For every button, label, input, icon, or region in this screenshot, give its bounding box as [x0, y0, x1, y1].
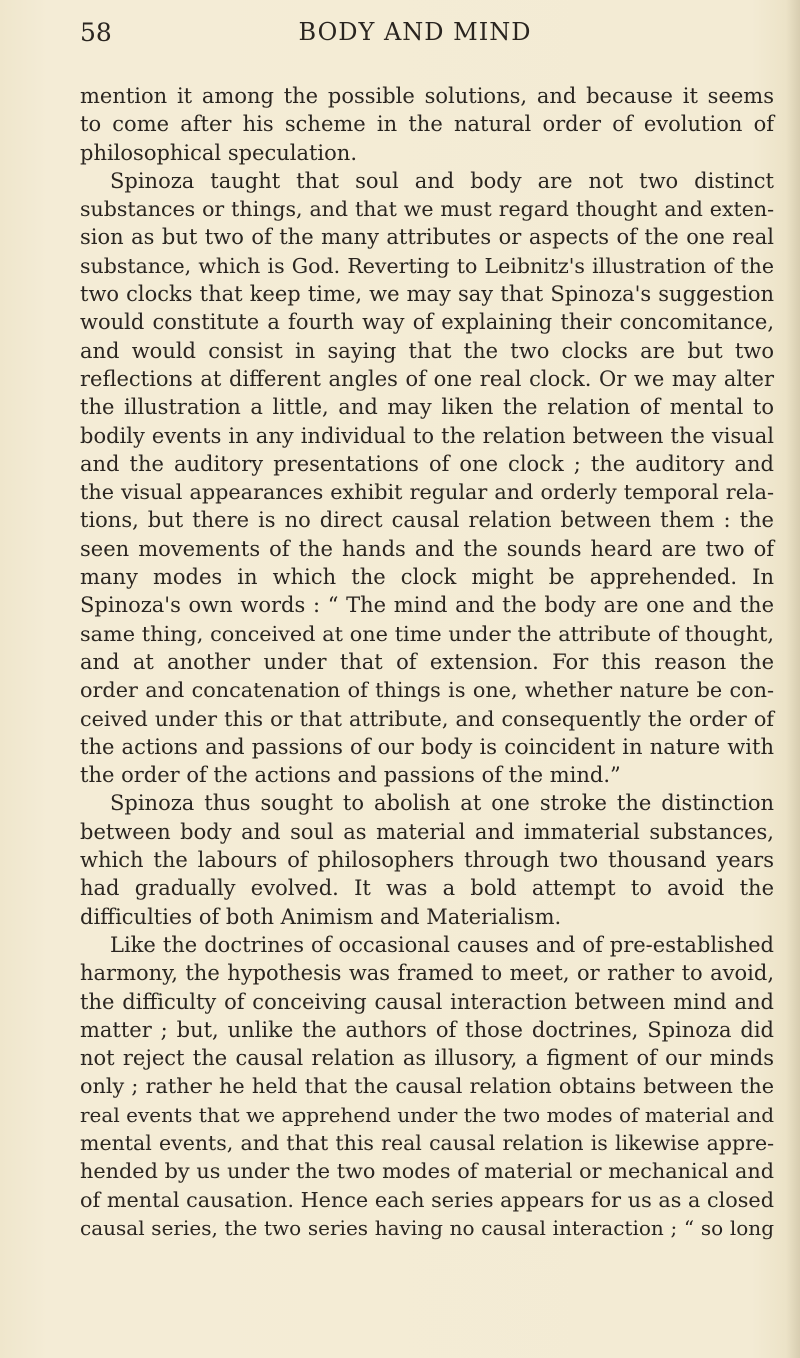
text-line: difficulties of both Animism and Materialism. — [80, 904, 562, 929]
text-line: sion as but two of the many attributes or aspects of the one real — [80, 225, 774, 250]
text-line: tions, but there is no direct causal relation between them : the — [80, 508, 774, 533]
text-line: Spinoza taught that soul and body are not two distinct — [110, 168, 774, 193]
page-edge-shadow — [786, 0, 800, 1358]
text-line: and at another under that of extension. For this reason the — [80, 649, 774, 674]
text-line: hended by us under the two modes of material or mechanical and — [80, 1159, 774, 1184]
text-line: two clocks that keep time, we may say that Spinoza's suggestion — [80, 282, 774, 307]
text-line: Like the doctrines of occasional causes and of pre-established — [110, 932, 774, 957]
text-line: Spinoza's own words : “ The mind and the body are one and the — [80, 593, 774, 618]
text-line: only ; rather he held that the causal relation obtains between the — [80, 1074, 774, 1099]
page-header — [80, 14, 780, 54]
text-line: matter ; but, unlike the authors of those doctrines, Spinoza did — [80, 1017, 774, 1042]
text-line: harmony, the hypothesis was framed to meet, or rather to avoid, — [80, 961, 774, 986]
text-line: reflections at different angles of one real clock. Or we may alter — [80, 366, 774, 391]
text-line: and the auditory presentations of one clock ; the auditory and — [80, 451, 774, 476]
text-line: and would consist in saying that the two clocks are but two — [80, 338, 774, 363]
text-line: bodily events in any individual to the relation between the visual — [80, 423, 774, 448]
text-line: mental events, and that this real causal relation is likewise appre- — [80, 1130, 774, 1155]
text-line: the visual appearances exhibit regular and orderly temporal rela- — [80, 480, 774, 505]
body-text — [80, 82, 774, 1242]
text-line: Spinoza thus sought to abolish at one stroke the distinction — [110, 791, 774, 816]
text-line: substances or things, and that we must regard thought and exten- — [80, 197, 774, 222]
text-line: seen movements of the hands and the sounds heard are two of — [80, 536, 774, 561]
text-line: the difficulty of conceiving causal interaction between mind and — [80, 989, 774, 1014]
text-line: many modes in which the clock might be apprehended. In — [80, 565, 774, 590]
text-line: real events that we apprehend under the two modes of material and — [80, 1102, 774, 1127]
text-line: causal series, the two series having no causal interaction ; “ so long — [80, 1215, 774, 1240]
text-line: which the labours of philosophers through two thousand years — [80, 848, 774, 873]
text-line: of mental causation. Hence each series appears for us as a closed — [80, 1187, 774, 1212]
text-line: the actions and passions of our body is coincident in nature with — [80, 734, 774, 759]
text-line: not reject the causal relation as illusory, a figment of our minds — [80, 1046, 774, 1071]
text-line: between body and soul as material and immaterial substances, — [80, 819, 774, 844]
text-line: order and concatenation of things is one, whether nature be con- — [80, 678, 774, 703]
text-line: to come after his scheme in the natural order of evolution of — [80, 112, 774, 137]
running-title: BODY AND MIND — [298, 18, 532, 46]
text-line: had gradually evolved. It was a bold attempt to avoid the — [80, 876, 774, 901]
text-line: the order of the actions and passions of the mind.” — [80, 763, 621, 788]
text-line: mention it among the possible solutions, and because it seems — [80, 84, 774, 108]
text-line: the illustration a little, and may liken the relation of mental to — [80, 395, 774, 420]
text-line: philosophical speculation. — [80, 140, 357, 165]
text-line: same thing, conceived at one time under the attribute of thought, — [80, 621, 774, 646]
text-line: substance, which is God. Reverting to Leibnitz's illustration of the — [80, 253, 774, 278]
text-line: would constitute a fourth way of explaining their concomitance, — [80, 310, 774, 335]
page-number: 58 — [80, 18, 112, 47]
text-line: ceived under this or that attribute, and consequently the order of — [80, 706, 774, 731]
